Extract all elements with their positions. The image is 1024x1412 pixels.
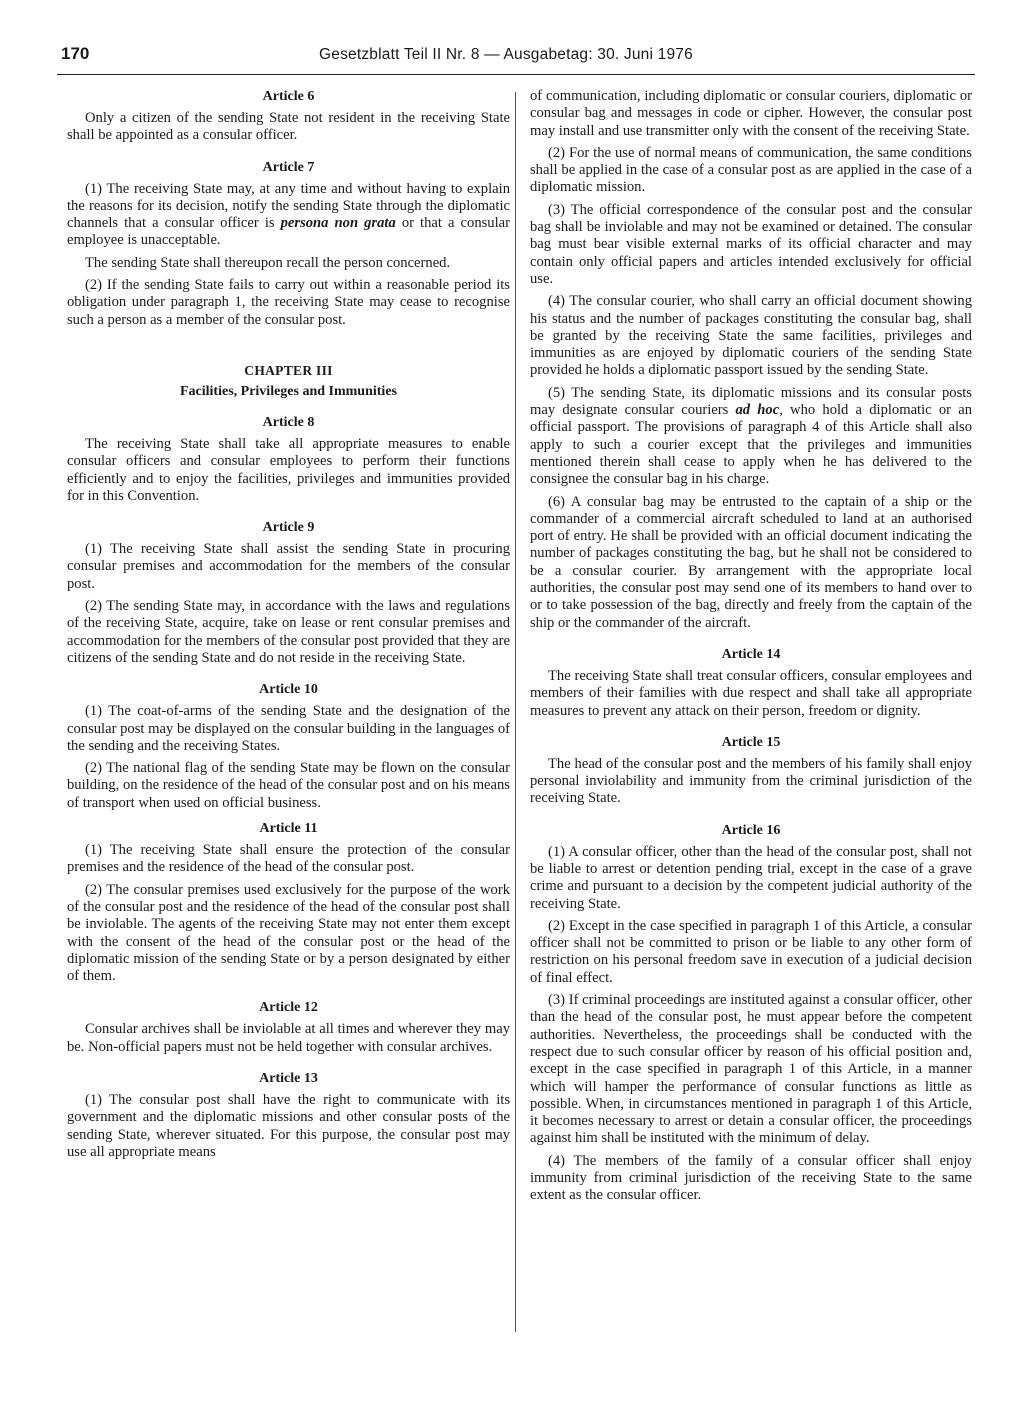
article-13-paragraph-3: (3) The official correspondence of the consular post and the consular bag shall be inviolable and may not be examined or detained. The consular bag must bear visible external marks of its official character and may contain only official papers and articles intended exclusively for official use. (530, 201, 972, 287)
chapter-subtitle: Facilities, Privileges and Immunities (180, 383, 397, 399)
article-7-paragraph-2: The sending State shall thereupon recall the person concerned. (85, 254, 451, 271)
page-header (57, 44, 975, 75)
article-9-paragraph-2: (2) The sending State may, in accordance with the laws and regulations of the receiving State, acquire, take on lease or rent consular premises and accommodation for the members of the consular post provided that they are citizens of the sending State and do not reside in the receiving State. (67, 598, 510, 666)
article-11-paragraph-2: (2) The consular premises used exclusively for the purpose of the work of the consular post and the residence of the head of the consular post shall be inviolable. The agents of the receiving State may not enter them except with the consent of the head of the consular post or the head of the diplomatic mission of the sending State or by a person designated by either of them. (67, 881, 510, 985)
article-13-paragraph-4: (4) The consular courier, who shall carry an official document showing his status and the number of packages constituting the consular bag, shall be granted by the receiving State the same facilities, privileges and immunities as are enjoyed by diplomatic couriers of the sending State provided he holds a diplomatic passport issued by the sending State. (530, 293, 972, 379)
article-8-heading: Article 8 (262, 414, 315, 430)
article-13-heading: Article 13 (259, 1070, 318, 1086)
article-7-paragraph-3: (2) If the sending State fails to carry out within a reasonable period its obligation under paragraph 1, the receiving State may cease to recognise such a person as a member of the consular post. (67, 277, 510, 328)
article-11-paragraph-1: (1) The receiving State shall ensure the protection of the consular premises and the residence of the head of the consular post. (67, 842, 510, 876)
latin-term: ad hoc (735, 402, 780, 419)
latin-term: persona non grata (280, 215, 396, 232)
article-10-heading: Article 10 (259, 682, 318, 698)
page-number: 170 (61, 44, 90, 63)
article-16-paragraph-2: (2) Except in the case specified in paragraph 1 of this Article, a consular officer shall not be committed to prison or be liable to any other form of restriction on his personal freedom save in execution of a judicial decision of final effect. (530, 917, 972, 986)
article-15-text: The head of the consular post and the members of his family shall enjoy personal inviolability and immunity from the criminal jurisdiction of the receiving State. (530, 755, 972, 807)
article-9-heading: Article 9 (262, 520, 315, 536)
article-16-paragraph-4: (4) The members of the family of a consular officer shall enjoy immunity from criminal jurisdiction of the receiving State to the same extent as the consular officer. (530, 1152, 972, 1204)
article-7-heading: Article 7 (262, 159, 315, 175)
article-10-paragraph-2: (2) The national flag of the sending State may be flown on the consular building, on the residence of the head of the consular post and on his means of transport when used on official business. (67, 760, 510, 811)
article-16-heading: Article 16 (721, 822, 781, 838)
article-7-paragraph-1: (1) The receiving State may, at any time and without having to explain the reasons for its decision, notify the sending State through the diplomatic channels that a consular officer is persona non grata or that a consular employee is unacceptable. (67, 180, 510, 249)
article-15-heading: Article 15 (721, 734, 781, 750)
article-12-heading: Article 12 (259, 1000, 318, 1016)
left-column (67, 88, 510, 1161)
article-13-paragraph-5: (5) The sending State, its diplomatic missions and its consular posts may designate consular couriers ad hoc, who hold a diplomatic or an official passport. The provisions of paragraph 4 of this Article shall also apply to such a courier except that the privileges and immunities mentioned therein shall cease to apply when he has delivered to the consignee the consular bag in his charge. (530, 384, 972, 488)
article-14-text: The receiving State shall treat consular officers, consular employees and members of their families with due respect and shall take all appropriate measures to prevent any attack on their person, freedom or dignity. (530, 667, 972, 719)
article-16-paragraph-1: (1) A consular officer, other than the head of the consular post, shall not be liable to arrest or detention pending trial, except in the case of a grave crime and pursuant to a decision by the competent judicial authority of the receiving State. (530, 843, 972, 912)
article-13-paragraph-1: (1) The consular post shall have the right to communicate with its government and the diplomatic missions and other consular posts of the sending State, wherever situated. For this purpose, the consular post may use all appropriate means (67, 1091, 510, 1160)
article-9-paragraph-1: (1) The receiving State shall assist the sending State in procuring consular premises and accommodation for the members of the consular post. (67, 541, 510, 592)
article-12-text: Consular archives shall be inviolable at all times and wherever they may be. Non-official papers must not be held together with consular archives. (67, 1021, 510, 1055)
article-13-paragraph-1-continued: of communication, including diplomatic or consular couriers, diplomatic or consular bag and messages in code or cipher. However, the consular post may install and use transmitter only with the consent of the receiving State. (530, 88, 972, 139)
article-10-paragraph-1: (1) The coat-of-arms of the sending State and the designation of the consular post may be displayed on the consular building in the languages of the sending and the receiving States. (67, 703, 510, 754)
right-column (530, 88, 972, 1205)
chapter-heading: CHAPTER III (244, 362, 333, 378)
article-16-paragraph-3: (3) If criminal proceedings are instituted against a consular officer, other than the head of the consular post, he must appear before the competent authorities. Nevertheless, the proceedings shall be conducted with the respect due to such consular officer by reason of his official position and, except in the case specified in paragraph 1 of this Article, in a manner which will hamper the performance of consular functions as little as possible. When, in circumstances mentioned in paragraph 1 of this Article, it becomes necessary to arrest or detain a consular officer, the proceedings against him shall be instituted with the minimum of delay. (530, 992, 972, 1147)
running-title: Gesetzblatt Teil II Nr. 8 — Ausgabetag: 30. Juni 1976 (319, 46, 693, 63)
article-14-heading: Article 14 (721, 646, 781, 662)
article-6-text: Only a citizen of the sending State not resident in the receiving State shall be appointed as a consular officer. (67, 110, 510, 144)
article-8-text: The receiving State shall take all appropriate measures to enable consular officers and consular employees to perform their functions efficiently and to enjoy the facilities, privileges and immunities provided for in this Convention. (67, 435, 510, 504)
column-divider (515, 92, 516, 1332)
article-6-heading: Article 6 (262, 89, 315, 104)
article-11-heading: Article 11 (259, 821, 318, 837)
article-13-paragraph-2: (2) For the use of normal means of communication, the same conditions shall be applied in the case of a consular post as are applied in the case of a diplomatic mission. (530, 144, 972, 196)
article-13-paragraph-6: (6) A consular bag may be entrusted to the captain of a ship or the commander of a commercial aircraft scheduled to land at an authorised port of entry. He shall be provided with an official document indicating the number of packages constituting the bag, but he shall not be considered to be a consular courier. By arrangement with the appropriate local authorities, the consular post may send one of its members to hand over to or to take possession of the bag, directly and freely from the captain of the ship or the commander of the aircraft. (530, 493, 972, 631)
